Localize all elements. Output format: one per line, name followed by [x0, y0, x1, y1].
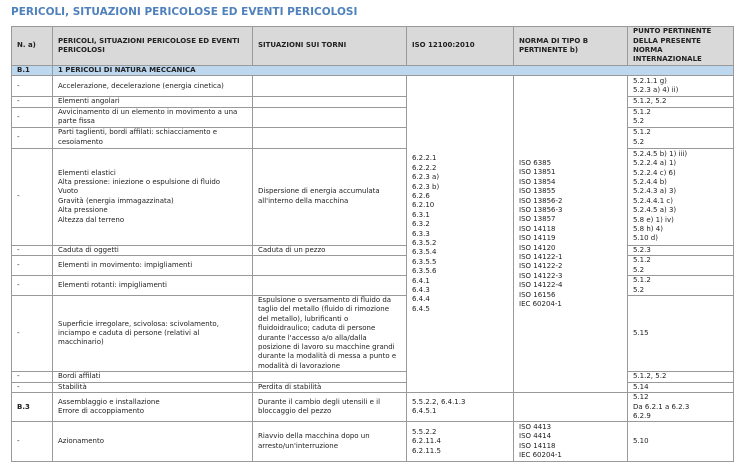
iso12100-cell: 5.5.2.2 6.2.11.4 6.2.11.5	[407, 422, 514, 462]
row-number: -	[12, 76, 53, 97]
punto-cell: 5.2.1.1 g) 5.2.3 a) 4) ii)	[628, 76, 734, 97]
row-number: -	[12, 256, 53, 276]
hazard-cell: Elementi elastici Alta pressione: iniezione o espulsione di fluido Vuoto Gravità (energia immagazzinata) Alta pressione Altezza dal terreno	[53, 148, 253, 245]
situation-cell	[253, 127, 407, 148]
punto-cell: 5.1.2 5.2	[628, 127, 734, 148]
iso12100-cell: 6.2.2.1 6.2.2.2 6.2.3 a) 6.2.3 b) 6.2.6 6.2.10 6.3.1 6.3.2 6.3.3 6.3.5.2 6.3.5.4 6.3.5.5 6.3.5.6 6.4.1 6.4.3 6.4.4 6.4.5	[407, 76, 514, 393]
header-iso12100: ISO 12100:2010	[407, 27, 514, 66]
situation-cell: Riavvio della macchina dopo un arresto/un'interruzione	[253, 422, 407, 462]
punto-cell: 5.1.2 5.2	[628, 276, 734, 296]
header-situations: SITUAZIONI SUI TORNI	[253, 27, 407, 66]
hazard-cell: Caduta di oggetti	[53, 245, 253, 255]
header-row	[12, 27, 734, 66]
hazard-cell: Azionamento	[53, 422, 253, 462]
header-norma-b: NORMA DI TIPO B PERTINENTE b)	[514, 27, 628, 66]
hazard-cell: Parti taglienti, bordi affilati: schiacciamento e cesoiamento	[53, 127, 253, 148]
situation-cell	[253, 276, 407, 296]
punto-cell: 5.1.2 5.2	[628, 107, 734, 127]
row-number: -	[12, 372, 53, 382]
table-row	[12, 393, 734, 422]
hazards-table	[11, 26, 734, 462]
situation-cell: Caduta di un pezzo	[253, 245, 407, 255]
situation-cell	[253, 372, 407, 382]
situation-cell: Perdita di stabilità	[253, 382, 407, 392]
norma-b-cell	[514, 393, 628, 422]
punto-cell: 5.15	[628, 296, 734, 372]
hazard-cell: Elementi in movimento: impigliamenti	[53, 256, 253, 276]
table-row	[12, 422, 734, 462]
section-row	[12, 66, 734, 76]
hazard-cell: Elementi rotanti: impigliamenti	[53, 276, 253, 296]
hazard-cell: Superficie irregolare, scivolosa: scivolamento, inciampo e caduta di persone (relativi al macchinario)	[53, 296, 253, 372]
punto-cell: 5.2.3	[628, 245, 734, 255]
row-number: -	[12, 382, 53, 392]
punto-cell: 5.1.2, 5.2	[628, 97, 734, 107]
hazard-cell: Assemblaggio e installazione Errore di accoppiamento	[53, 393, 253, 422]
hazard-cell: Avvicinamento di un elemento in movimento a una parte fissa	[53, 107, 253, 127]
situation-cell: Durante il cambio degli utensili e il bloccaggio del pezzo	[253, 393, 407, 422]
row-number: -	[12, 276, 53, 296]
header-n: N. a)	[12, 27, 53, 66]
situation-cell	[253, 107, 407, 127]
section-number: B.1	[12, 66, 53, 76]
iso12100-cell: 5.5.2.2, 6.4.1.3 6.4.5.1	[407, 393, 514, 422]
header-punto: PUNTO PERTINENTE DELLA PRESENTE NORMA INTERNAZIONALE	[628, 27, 734, 66]
header-hazards: PERICOLI, SITUAZIONI PERICOLOSE ED EVENTI PERICOLOSI	[53, 27, 253, 66]
norma-b-cell: ISO 6385 ISO 13851 ISO 13854 ISO 13855 ISO 13856-2 ISO 13856-3 ISO 13857 ISO 14118 ISO 14119 ISO 14120 ISO 14122-1 ISO 14122-2 ISO 14122-3 ISO 14122-4 ISO 16156 IEC 60204-1	[514, 76, 628, 393]
table-row	[12, 76, 734, 97]
situation-cell: Dispersione di energia accumulata all'interno della macchina	[253, 148, 407, 245]
situation-cell: Espulsione o sversamento di fluido da taglio del metallo (fluido di rimozione del metallo), lubrificanti o fluidoidraulico; caduta di persone durante l'accesso a/o alla/dalla posizione di lavoro su macchine grandi durante la modalità di messa a punto e modalità di lavorazione	[253, 296, 407, 372]
punto-cell: 5.10	[628, 422, 734, 462]
row-number: -	[12, 97, 53, 107]
punto-cell: 5.12 Da 6.2.1 a 6.2.3 6.2.9	[628, 393, 734, 422]
row-number: -	[12, 245, 53, 255]
row-number: -	[12, 127, 53, 148]
hazard-cell: Elementi angolari	[53, 97, 253, 107]
situation-cell	[253, 97, 407, 107]
punto-cell: 5.1.2, 5.2	[628, 372, 734, 382]
hazard-cell: Accelerazione, decelerazione (energia cinetica)	[53, 76, 253, 97]
situation-cell	[253, 256, 407, 276]
section-label: 1 PERICOLI DI NATURA MECCANICA	[53, 66, 734, 76]
norma-b-cell: ISO 4413 ISO 4414 ISO 14118 IEC 60204-1	[514, 422, 628, 462]
row-number: -	[12, 422, 53, 462]
section-title: PERICOLI, SITUAZIONI PERICOLOSE ED EVENTI PERICOLOSI	[11, 6, 358, 18]
hazard-cell: Stabilità	[53, 382, 253, 392]
row-number: -	[12, 107, 53, 127]
situation-cell	[253, 76, 407, 97]
row-number: -	[12, 296, 53, 372]
row-number: B.3	[12, 393, 53, 422]
punto-cell: 5.1.2 5.2	[628, 256, 734, 276]
punto-cell: 5.2.4.5 b) 1) iii) 5.2.2.4 a) 1) 5.2.2.4 c) 6) 5.2.4.4 b) 5.2.4.3 a) 3) 5.2.4.4.1 c) 5.2.4.5 a) 3) 5.8 e) 1) iv) 5.8 h) 4) 5.10 d)	[628, 148, 734, 245]
hazard-cell: Bordi affilati	[53, 372, 253, 382]
punto-cell: 5.14	[628, 382, 734, 392]
row-number: -	[12, 148, 53, 245]
